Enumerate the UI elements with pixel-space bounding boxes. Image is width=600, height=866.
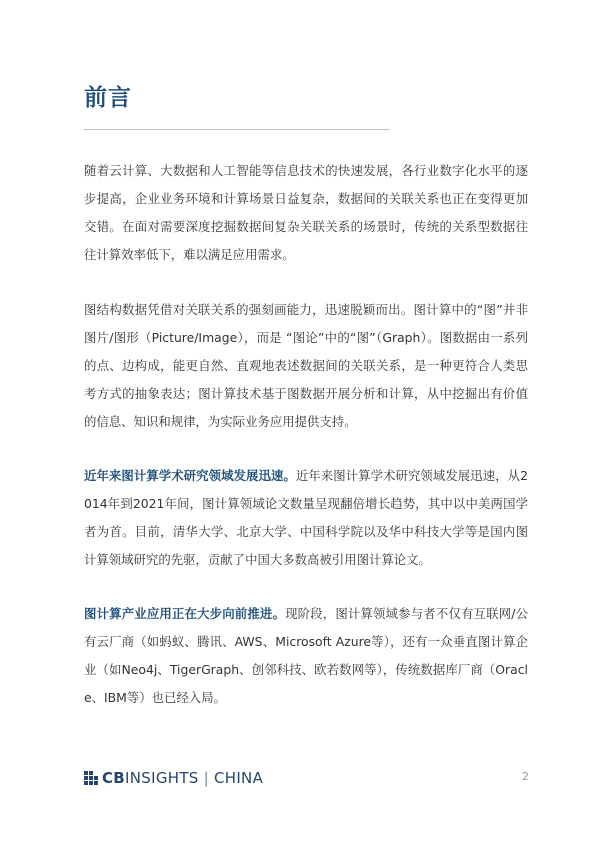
paragraph-academic-research (84, 462, 528, 574)
paragraph-industry-application (84, 600, 528, 712)
cbinsights-china-logo (84, 768, 263, 788)
paragraph-body-academic: 近年来图计算学术研究领域发展迅速，从2014年到2021年间，图计算领域论文数量呈现翻倍增长趋势，其中以中美两国学者为首。目前，清华大学、北京大学、中国科学院以及华中科技大学等是国内图计算领域研究的先驱，贡献了中国大多数高被引用图计算论文。 (84, 468, 528, 567)
cbinsights-logo-icon (84, 771, 98, 785)
logo-cb: CB (102, 769, 126, 787)
title-divider (84, 129, 390, 130)
logo-region: CHINA (213, 769, 264, 787)
page-title: 前言 (84, 85, 132, 111)
logo-separator: | (203, 769, 209, 787)
logo-insights: INSIGHTS (125, 769, 199, 787)
paragraph-body-industry: 现阶段，图计算领域参与者不仅有互联网/公有云厂商（如蚂蚁、腾讯、AWS、Microsoft Azure等），还有一众垂直图计算企业（如Neo4j、TigerGraph、创邻科技、欧若数网等），传统数据库厂商（Oracle、IBM等）也已经入局。 (84, 606, 528, 705)
paragraph-lead-academic: 近年来图计算学术研究领域发展迅速。 (84, 468, 296, 483)
paragraph-intro: 随着云计算、大数据和人工智能等信息技术的快速发展，各行业数字化水平的逐步提高，企业业务环境和计算场景日益复杂，数据间的关联关系也正在变得更加交错。在面对需要深度挖掘数据间复杂关联关系的场景时，传统的关系型数据往往计算效率低下，难以满足应用需求。 (84, 163, 528, 262)
paragraph-lead-industry: 图计算产业应用正在大步向前推进。 (84, 606, 286, 621)
paragraph-graph-definition: 图结构数据凭借对关联关系的强刻画能力，迅速脱颖而出。图计算中的“图”并非图片/图形（Picture/Image），而是 “图论”中的“图”（Graph）。图数据由一系列的点、边构成，能更自然、直观地表述数据间的关联关系，是一种更符合人类思考方式的抽象表达；图计算技术基于图数据开展分析和计算，从中挖掘出有价值的信息、知识和规律，为实际业务应用提供支持。 (84, 302, 528, 429)
page-number: 2 (522, 770, 529, 783)
logo-wordmark (102, 769, 263, 787)
body-content (84, 157, 528, 712)
